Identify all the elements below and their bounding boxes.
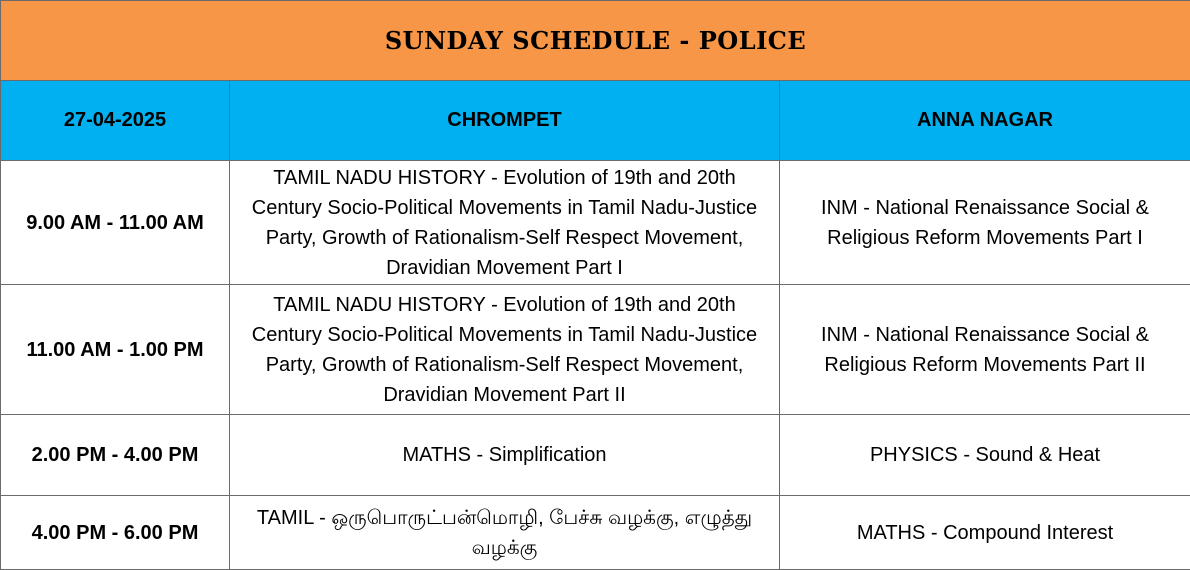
table-row (1, 496, 1190, 570)
time-slot: 9.00 AM - 11.00 AM (1, 161, 230, 285)
table-row (1, 285, 1190, 415)
time-slot: 11.00 AM - 1.00 PM (1, 285, 230, 415)
header-row (1, 81, 1190, 161)
anna-nagar-session: PHYSICS - Sound & Heat (780, 415, 1190, 496)
header-date: 27-04-2025 (1, 81, 230, 161)
chrompet-session: MATHS - Simplification (230, 415, 780, 496)
schedule-title: SUNDAY SCHEDULE - POLICE (1, 1, 1190, 81)
anna-nagar-session: INM - National Renaissance Social & Religious Reform Movements Part I (780, 161, 1190, 285)
chrompet-session: TAMIL - ஒருபொருட்பன்மொழி, பேச்சு வழக்கு, எழுத்து வழக்கு (230, 496, 780, 570)
table-row (1, 415, 1190, 496)
title-row (1, 1, 1190, 81)
time-slot: 4.00 PM - 6.00 PM (1, 496, 230, 570)
time-slot: 2.00 PM - 4.00 PM (1, 415, 230, 496)
header-branch-chrompet: CHROMPET (230, 81, 780, 161)
table-row (1, 161, 1190, 285)
header-branch-anna-nagar: ANNA NAGAR (780, 81, 1190, 161)
anna-nagar-session: MATHS - Compound Interest (780, 496, 1190, 570)
chrompet-session: TAMIL NADU HISTORY - Evolution of 19th and 20th Century Socio-Political Movements in Tamil Nadu-Justice Party, Growth of Rationalism-Self Respect Movement, Dravidian Movement Part I (230, 161, 780, 285)
anna-nagar-session: INM - National Renaissance Social & Religious Reform Movements Part II (780, 285, 1190, 415)
chrompet-session: TAMIL NADU HISTORY - Evolution of 19th and 20th Century Socio-Political Movements in Tamil Nadu-Justice Party, Growth of Rationalism-Self Respect Movement, Dravidian Movement Part II (230, 285, 780, 415)
